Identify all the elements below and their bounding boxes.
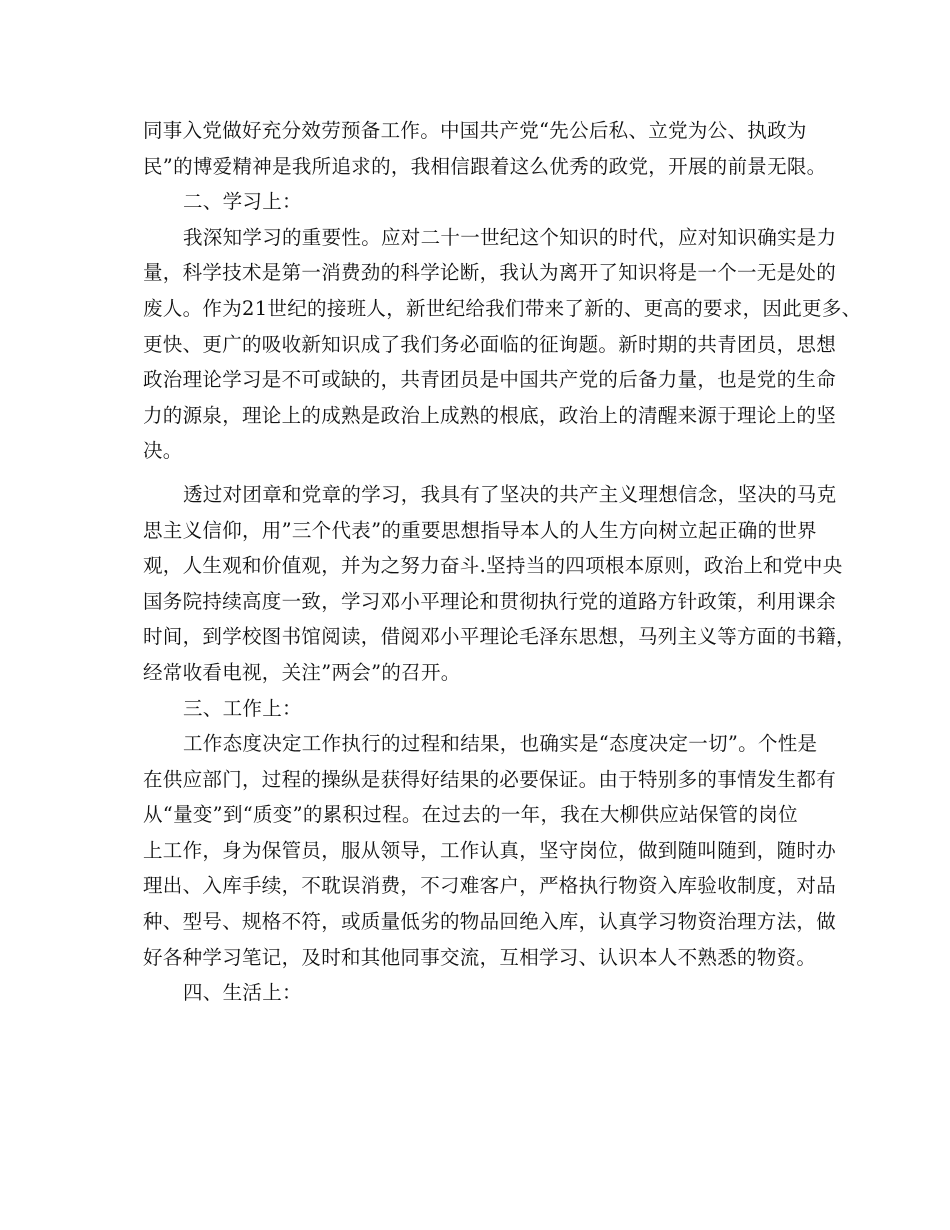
text-line-18: 工作态度决定工作执行的过程和结果，也确实是“态度决定一切”。个性是 [183, 732, 818, 756]
text-line-24: 好各种学习笔记，及时和其他同事交流，互相学习、认识本人不熟悉的物资。 [143, 945, 817, 969]
text-line-1: 同事入党做好充分效劳预备工作。中国共产党“先公后私、立党为公、执政为 [143, 119, 807, 142]
text-line-20: 从“量变”到“质变”的累积过程。在过去的一年，我在大柳供应站保管的岗位 [143, 803, 798, 827]
text-line-2: 民”的博爱精神是我所追求的，我相信跟着这么优秀的政党，开展的前景无限。 [143, 154, 827, 178]
text-line-10: 决。 [143, 439, 183, 463]
text-line-22: 理出、入库手续，不耽误消费，不刁难客户，严格执行物资入库验收制度，对品 [143, 874, 837, 898]
section-heading-study: 二、学习上： [183, 190, 302, 214]
text-line-19: 在供应部门，过程的操纵是获得好结果的必要保证。由于特别多的事情发生都有 [143, 767, 837, 791]
text-line-9: 力的源泉，理论上的成熟是政治上成熟的根底，政治上的清醒来源于理论上的坚 [143, 403, 837, 427]
section-heading-life: 四、生活上： [183, 981, 302, 1005]
text-line-15: 时间，到学校图书馆阅读，借阅邓小平理论毛泽东思想，马列主义等方面的书籍， [143, 625, 856, 649]
text-line-14: 国务院持续高度一致，学习邓小平理论和贯彻执行党的道路方针政策，利用课余 [143, 589, 837, 613]
paragraph-gap [143, 469, 823, 477]
text-line-13: 观，人生观和价值观，并为之努力奋斗.坚持当的四项根本原则，政治上和党中央 [143, 554, 843, 578]
text-line-23: 种、型号、规格不符，或质量低劣的物品回绝入库，认真学习物资治理方法，做 [143, 910, 837, 934]
text-line-6: 废人。作为21世纪的接班人，新世纪给我们带来了新的、更高的要求，因此更多、 [143, 296, 862, 320]
text-line-16: 经常收看电视，关注”两会”的召开。 [143, 660, 461, 684]
text-line-21: 上工作，身为保管员，服从领导，工作认真，坚守岗位，做到随叫随到，随时办 [143, 838, 837, 862]
text-line-8: 政治理论学习是不可或缺的，共青团员是中国共产党的后备力量，也是党的生命 [143, 368, 837, 392]
text-line-5: 量，科学技术是第一消费劲的科学论断，我认为离开了知识将是一个一无是处的 [143, 261, 837, 285]
text-line-11: 透过对团章和党章的学习，我具有了坚决的共产主义理想信念，坚决的马克 [183, 482, 837, 506]
section-heading-work: 三、工作上： [183, 696, 302, 720]
document-body [143, 113, 862, 1011]
text-line-7: 更快、更广的吸收新知识成了我们务必面临的征询题。新时期的共青团员，思想 [143, 332, 837, 356]
text-line-12: 思主义信仰，用”三个代表”的重要思想指导本人的人生方向树立起正确的世界 [143, 518, 817, 542]
text-line-4: 我深知学习的重要性。应对二十一世纪这个知识的时代，应对知识确实是力 [183, 225, 837, 249]
